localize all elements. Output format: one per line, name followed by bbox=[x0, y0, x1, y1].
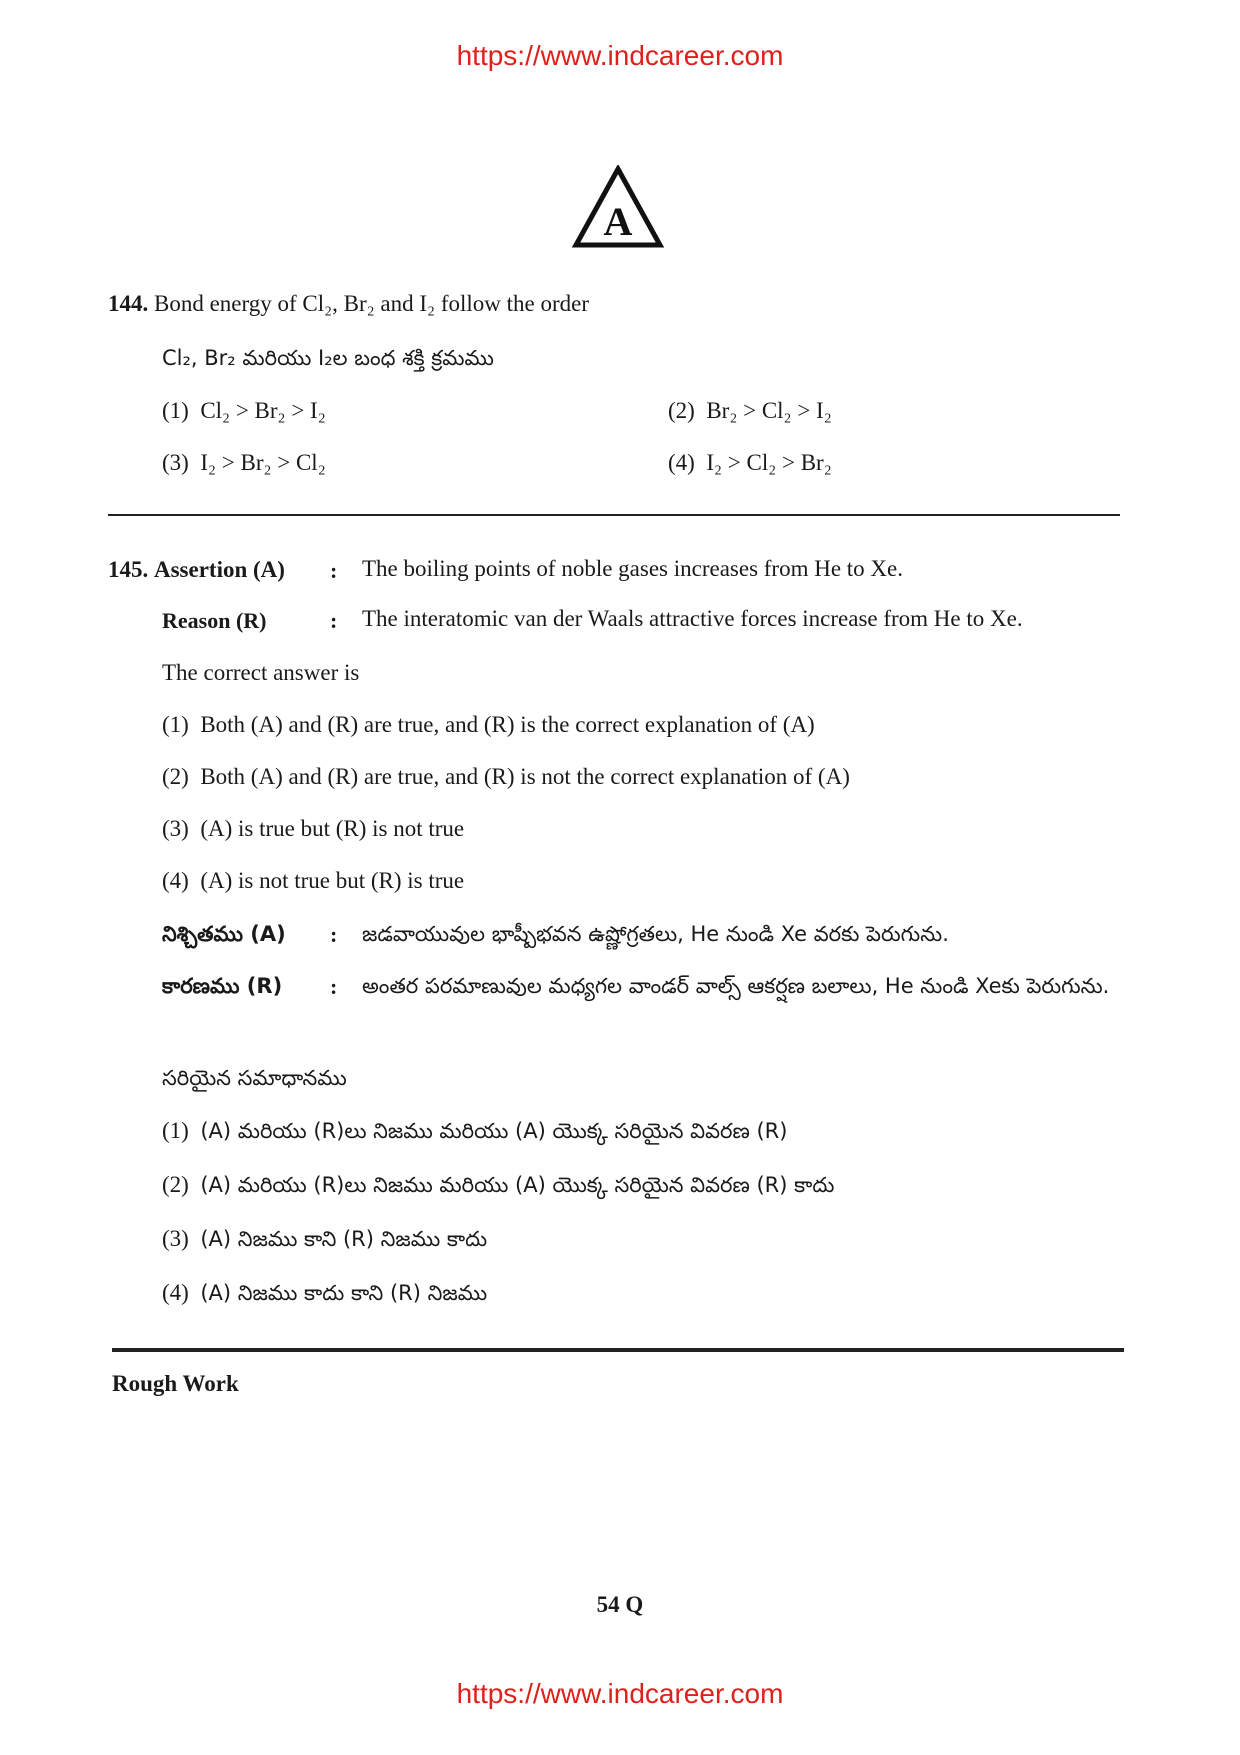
source-url-bottom[interactable]: https://www.indcareer.com bbox=[456, 1678, 784, 1709]
q145-option-en-3: (3) (A) is true but (R) is not true bbox=[162, 816, 465, 841]
question-divider bbox=[108, 514, 1120, 516]
q145-option-en-1: (1) Both (A) and (R) are true, and (R) is the correct explanation of (A) bbox=[162, 712, 815, 737]
q145-reason-label: Reason (R) bbox=[162, 608, 267, 633]
q145-assertion-text: The boiling points of noble gases increases from He to Xe. bbox=[362, 556, 904, 581]
q145-assertion-label-te: నిశ్చితము (A) bbox=[162, 922, 286, 946]
q145-assertion-colon-te: : bbox=[330, 922, 338, 947]
q145-option-en-2: (2) Both (A) and (R) are true, and (R) is not the correct explanation of (A) bbox=[162, 764, 850, 789]
q145-reason-colon: : bbox=[330, 608, 338, 633]
q144-option-2: (2) Br₂ > Cl₂ > I₂ bbox=[668, 398, 832, 423]
q145-option-te-2: (2) (A) మరియు (R)లు నిజము మరియు (A) యొక్క సరియైన వివరణ (R) కాదు bbox=[162, 1172, 835, 1197]
q145-reason-text: The interatomic van der Waals attractive forces increase from He to Xe. bbox=[362, 606, 1023, 631]
q145-assertion-label: 145. Assertion (A) bbox=[108, 557, 285, 582]
rough-work-divider bbox=[112, 1348, 1124, 1352]
paper-set-logo bbox=[572, 165, 664, 249]
q144-text-en: Bond energy of Cl₂, Br₂ and I₂ follow the order bbox=[154, 291, 589, 316]
q144-number: 144. bbox=[108, 291, 149, 316]
q145-prompt-en: The correct answer is bbox=[162, 660, 360, 685]
q145-reason-text-te: అంతర పరమాణువుల మధ్యగల వాండర్ వాల్స్ ఆకర్షణ బలాలు, He నుండి Xeకు పెరుగును. bbox=[362, 974, 1110, 998]
q145-option-te-1: (1) (A) మరియు (R)లు నిజము మరియు (A) యొక్క సరియైన వివరణ (R) bbox=[162, 1118, 788, 1143]
q144-text-te: Cl₂, Br₂ మరియు I₂ల బంధ శక్తి క్రమము bbox=[162, 346, 494, 370]
q145-option-en-4: (4) (A) is not true but (R) is true bbox=[162, 868, 465, 893]
q144-question bbox=[108, 290, 589, 318]
q144-option-4: (4) I₂ > Cl₂ > Br₂ bbox=[668, 450, 832, 475]
q144-option-3: (3) I₂ > Br₂ > Cl₂ bbox=[162, 450, 326, 475]
q145-reason-colon-te: : bbox=[330, 974, 338, 999]
q145-prompt-te: సరియైన సమాధానము bbox=[162, 1066, 347, 1090]
q145-option-te-4: (4) (A) నిజము కాదు కాని (R) నిజము bbox=[162, 1280, 488, 1305]
source-url-top[interactable]: https://www.indcareer.com bbox=[456, 40, 784, 71]
paper-set-letter: A bbox=[603, 199, 633, 244]
q145-assertion-text-te: జడవాయువుల భాష్పీభవన ఉష్ణోగ్రతలు, He నుండి Xe వరకు పెరుగును. bbox=[362, 922, 949, 946]
page-number: 54 Q bbox=[596, 1592, 644, 1617]
q145-reason-label-te: కారణము (R) bbox=[162, 974, 283, 998]
rough-work-label: Rough Work bbox=[112, 1371, 239, 1396]
q145-option-te-3: (3) (A) నిజము కాని (R) నిజము కాదు bbox=[162, 1226, 488, 1251]
q145-assertion-colon: : bbox=[330, 558, 338, 583]
q144-option-1: (1) Cl₂ > Br₂ > I₂ bbox=[162, 398, 326, 423]
